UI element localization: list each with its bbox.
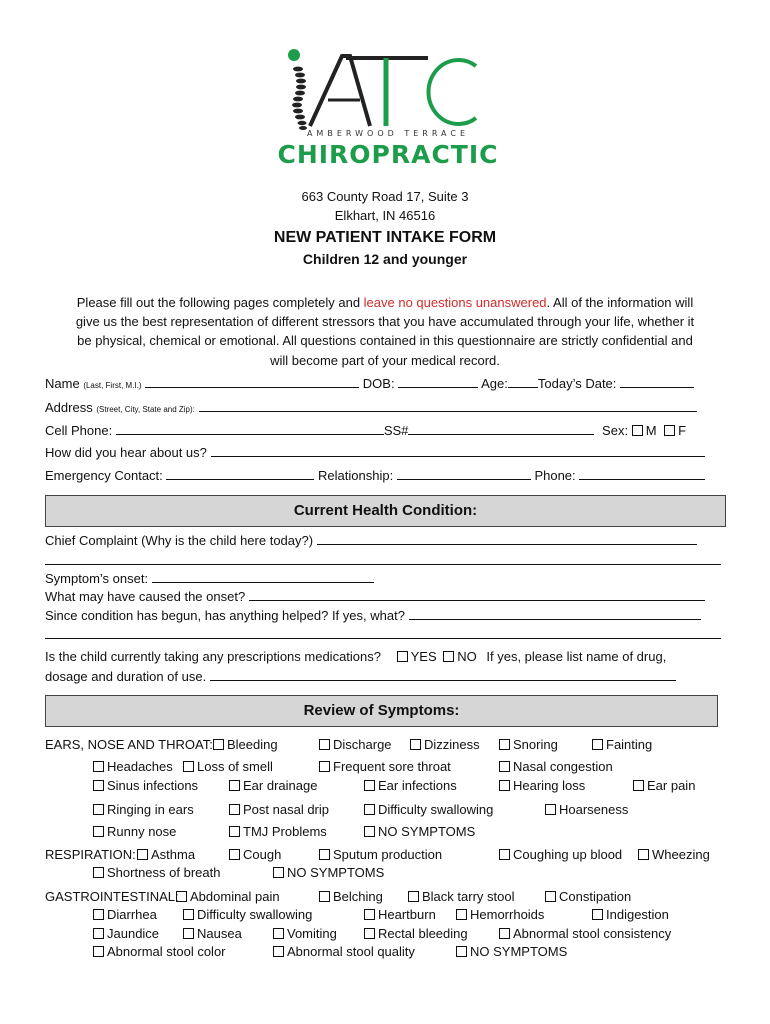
age-label: Age: <box>481 376 508 391</box>
meds-no-checkbox[interactable] <box>443 651 454 662</box>
intro-highlight: leave no questions unanswered <box>363 295 547 310</box>
ent-symptom-option[interactable] <box>499 737 558 752</box>
symptom-checkbox[interactable] <box>408 891 419 902</box>
resp-symptom-option[interactable] <box>137 847 195 862</box>
sex-m-label: M <box>645 423 657 438</box>
symptom-label: Nasal congestion <box>513 759 613 774</box>
sex-f-checkbox[interactable] <box>664 425 675 436</box>
symptom-checkbox[interactable] <box>93 780 104 791</box>
symptom-label: Post nasal drip <box>243 802 329 817</box>
page-title: NEW PATIENT INTAKE FORM <box>273 229 497 246</box>
practice-logo <box>258 44 518 170</box>
symptom-label: Coughing up blood <box>513 847 623 862</box>
gi-symptom-option[interactable] <box>273 926 337 941</box>
cause-field[interactable] <box>249 588 705 601</box>
symptom-checkbox[interactable] <box>499 849 510 860</box>
symptom-checkbox[interactable] <box>93 909 104 920</box>
gi-symptom-option[interactable] <box>183 907 312 922</box>
helped-line2[interactable] <box>45 626 721 639</box>
symptom-label: Hearing loss <box>513 778 586 793</box>
ent-symptom-option[interactable] <box>93 778 198 793</box>
symptom-checkbox[interactable] <box>364 780 375 791</box>
ent-symptom-option[interactable] <box>592 737 652 752</box>
symptom-checkbox[interactable] <box>319 891 330 902</box>
symptom-checkbox[interactable] <box>93 804 104 815</box>
symptom-checkbox[interactable] <box>183 928 194 939</box>
resp-symptom-option[interactable] <box>93 865 220 880</box>
gi-symptom-option[interactable] <box>456 944 567 959</box>
meds-yes-label: YES <box>410 649 437 664</box>
symptom-checkbox[interactable] <box>364 928 375 939</box>
age-field[interactable] <box>508 375 538 388</box>
complaint-label: Chief Complaint (Why is the child here today?) <box>45 533 314 548</box>
name-field[interactable] <box>145 375 359 388</box>
symptom-label: Jaundice <box>107 926 160 941</box>
symptom-checkbox[interactable] <box>229 804 240 815</box>
symptom-label: Nausea <box>197 926 242 941</box>
symptom-label: Snoring <box>513 737 558 752</box>
symptom-checkbox[interactable] <box>176 891 187 902</box>
address-field[interactable] <box>199 399 697 412</box>
symptom-checkbox[interactable] <box>499 928 510 939</box>
symptom-label: Hemorrhoids <box>470 907 545 922</box>
name-row <box>45 375 694 391</box>
symptom-label: Abnormal stool consistency <box>513 926 672 941</box>
symptom-checkbox[interactable] <box>456 909 467 920</box>
meds-yes-checkbox[interactable] <box>397 651 408 662</box>
symptom-checkbox[interactable] <box>273 867 284 878</box>
complaint-line2[interactable] <box>45 552 721 565</box>
symptom-label: Discharge <box>333 737 392 752</box>
symptom-label: TMJ Problems <box>243 824 327 839</box>
ent-symptom-option[interactable] <box>229 824 327 839</box>
symptom-checkbox[interactable] <box>229 780 240 791</box>
symptom-checkbox[interactable] <box>93 946 104 957</box>
symptom-checkbox[interactable] <box>319 739 330 750</box>
symptom-label: Asthma <box>151 847 196 862</box>
symptoms-section-header: Review of Symptoms: <box>45 695 718 727</box>
gi-symptom-option[interactable] <box>183 926 242 941</box>
cause-label: What may have caused the onset? <box>45 589 246 604</box>
symptom-label: Abnormal stool quality <box>287 944 415 959</box>
symptom-checkbox[interactable] <box>183 909 194 920</box>
page-subtitle: Children 12 and younger <box>302 251 468 267</box>
cause-row <box>45 588 705 604</box>
gi-symptom-option[interactable] <box>499 926 671 941</box>
gi-symptom-option[interactable] <box>456 907 544 922</box>
intro-text: Please fill out the following pages completely and <box>76 295 364 310</box>
symptom-label: Ringing in ears <box>107 802 194 817</box>
symptom-label: Ear pain <box>647 778 696 793</box>
symptom-checkbox[interactable] <box>364 804 375 815</box>
sex-f-label: F <box>678 423 687 438</box>
symptom-group-label: RESPIRATION: <box>45 847 136 862</box>
symptom-checkbox[interactable] <box>592 739 603 750</box>
practice-address-line1: 663 County Road 17, Suite 3 <box>301 189 469 204</box>
gi-symptom-option[interactable] <box>364 907 436 922</box>
symptom-label: Diarrhea <box>107 907 157 922</box>
symptom-label: NO SYMPTOMS <box>470 944 568 959</box>
referral-field[interactable] <box>211 444 705 457</box>
symptom-checkbox[interactable] <box>93 826 104 837</box>
intro-line2: give us the best representation of different stressors that you have accumulated through your life, whether it <box>75 314 695 329</box>
symptom-checkbox[interactable] <box>638 849 649 860</box>
ss-label: SS# <box>383 423 409 438</box>
symptom-checkbox[interactable] <box>213 739 224 750</box>
resp-symptom-option[interactable] <box>319 847 442 862</box>
address-hint: (Street, City, State and Zip): <box>96 405 195 414</box>
resp-symptom-option[interactable] <box>273 865 384 880</box>
gi-symptom-option[interactable] <box>93 944 226 959</box>
intro-text-end: . All of the information will <box>546 295 694 310</box>
symptom-checkbox[interactable] <box>93 928 104 939</box>
symptom-label: Frequent sore throat <box>333 759 451 774</box>
symptom-label: Fainting <box>606 737 653 752</box>
gi-symptom-option[interactable] <box>93 926 159 941</box>
symptom-label: Belching <box>333 889 383 904</box>
symptom-label: Dizziness <box>424 737 480 752</box>
today-date-field[interactable] <box>620 375 694 388</box>
emergency-row <box>45 467 705 483</box>
symptom-checkbox[interactable] <box>229 826 240 837</box>
symptom-label: Sinus infections <box>107 778 199 793</box>
symptom-checkbox[interactable] <box>183 761 194 772</box>
relationship-label: Relationship: <box>318 468 394 483</box>
ent-symptom-option[interactable] <box>410 737 480 752</box>
complaint-field[interactable] <box>317 532 697 545</box>
symptom-label: Sputum production <box>333 847 443 862</box>
gi-symptom-option[interactable] <box>273 944 415 959</box>
helped-row <box>45 607 701 623</box>
intro-line3: be physical, chemical or emotional. All questions contained in this questionnaire are strictly confidential and <box>77 333 693 348</box>
symptom-checkbox[interactable] <box>273 928 284 939</box>
symptom-label: Black tarry stool <box>422 889 515 904</box>
health-section-header: Current Health Condition: <box>45 495 726 527</box>
symptom-label: Vomiting <box>287 926 337 941</box>
symptom-label: Hoarseness <box>559 802 629 817</box>
cell-label: Cell Phone: <box>45 423 113 438</box>
symptom-checkbox[interactable] <box>410 739 421 750</box>
meds-line2-label: dosage and duration of use. <box>45 669 207 684</box>
symptom-checkbox[interactable] <box>93 761 104 772</box>
symptom-label: Shortness of breath <box>107 865 221 880</box>
symptom-checkbox[interactable] <box>319 849 330 860</box>
ent-symptom-option[interactable] <box>319 737 392 752</box>
gi-symptom-option[interactable] <box>176 889 280 904</box>
symptom-label: Wheezing <box>652 847 710 862</box>
symptom-checkbox[interactable] <box>273 946 284 957</box>
symptom-label: Ear infections <box>378 778 457 793</box>
ent-symptom-option[interactable] <box>183 759 273 774</box>
symptom-label: Constipation <box>559 889 632 904</box>
ent-symptom-option[interactable] <box>229 778 317 793</box>
relationship-field[interactable] <box>397 467 531 480</box>
symptom-checkbox[interactable] <box>499 739 510 750</box>
ent-symptom-option[interactable] <box>93 759 173 774</box>
cell-phone-field[interactable] <box>116 422 384 435</box>
ent-symptom-option[interactable] <box>545 802 628 817</box>
ent-symptom-option[interactable] <box>499 759 613 774</box>
ent-symptom-option[interactable] <box>499 778 585 793</box>
symptom-label: NO SYMPTOMS <box>378 824 476 839</box>
ss-field[interactable] <box>408 422 594 435</box>
meds-row <box>45 649 666 664</box>
logo-brand: CHIROPRACTIC <box>277 140 499 169</box>
symptom-label: Abdominal pain <box>190 889 280 904</box>
symptom-label: Ear drainage <box>243 778 318 793</box>
logo-tagline: AMBERWOOD TERRACE <box>306 129 470 138</box>
gi-symptom-option[interactable] <box>592 907 669 922</box>
symptom-label: Loss of smell <box>197 759 273 774</box>
sex-m-checkbox[interactable] <box>632 425 643 436</box>
sex-label: Sex: <box>602 423 629 438</box>
helped-label: Since condition has begun, has anything helped? If yes, what? <box>45 608 405 623</box>
gi-symptom-option[interactable] <box>319 889 383 904</box>
symptom-label: Abnormal stool color <box>107 944 226 959</box>
symptom-checkbox[interactable] <box>633 780 644 791</box>
ent-symptom-option[interactable] <box>213 737 278 752</box>
gi-symptom-option[interactable] <box>364 926 468 941</box>
resp-symptom-option[interactable] <box>638 847 710 862</box>
meds-no-label: NO <box>457 649 477 664</box>
symptom-checkbox[interactable] <box>93 867 104 878</box>
symptom-checkbox[interactable] <box>545 804 556 815</box>
symptom-checkbox[interactable] <box>456 946 467 957</box>
today-label: Today’s Date: <box>537 376 617 391</box>
onset-label: Symptom’s onset: <box>45 571 149 586</box>
symptom-label: Rectal bleeding <box>378 926 468 941</box>
symptom-checkbox[interactable] <box>545 891 556 902</box>
intro-line1 <box>0 295 770 310</box>
meds-field[interactable] <box>210 668 676 681</box>
emergency-contact-field[interactable] <box>166 467 314 480</box>
onset-row <box>45 570 374 586</box>
symptom-checkbox[interactable] <box>499 780 510 791</box>
practice-address-line2: Elkhart, IN 46516 <box>334 208 436 223</box>
symptom-checkbox[interactable] <box>364 826 375 837</box>
symptom-group-label: EARS, NOSE AND THROAT: <box>45 737 213 752</box>
meds-label: Is the child currently taking any prescriptions medications? <box>45 649 381 664</box>
symptom-label: Cough <box>243 847 282 862</box>
referral-row <box>45 444 705 460</box>
address-label: Address <box>45 400 93 415</box>
symptom-checkbox[interactable] <box>592 909 603 920</box>
symptom-label: Bleeding <box>227 737 278 752</box>
ent-symptom-option[interactable] <box>93 824 176 839</box>
address-row <box>45 399 697 415</box>
symptom-label: Difficulty swallowing <box>378 802 494 817</box>
symptom-checkbox[interactable] <box>499 761 510 772</box>
dob-label: DOB: <box>362 376 395 391</box>
resp-symptom-option[interactable] <box>499 847 622 862</box>
emergency-label: Emergency Contact: <box>45 468 163 483</box>
symptom-checkbox[interactable] <box>137 849 148 860</box>
meds-row2 <box>45 668 676 684</box>
gi-symptom-option[interactable] <box>93 907 157 922</box>
symptom-label: Runny nose <box>107 824 177 839</box>
symptom-label: Headaches <box>107 759 173 774</box>
emergency-phone-field[interactable] <box>579 467 705 480</box>
helped-field[interactable] <box>409 607 701 620</box>
symptom-label: Heartburn <box>378 907 436 922</box>
phone-label: Phone: <box>534 468 576 483</box>
symptom-label: Indigestion <box>606 907 669 922</box>
symptom-checkbox[interactable] <box>229 849 240 860</box>
symptom-label: Difficulty swallowing <box>197 907 313 922</box>
name-hint: (Last, First, M.I.) <box>83 381 142 390</box>
ent-symptom-option[interactable] <box>364 778 457 793</box>
name-label: Name <box>45 376 80 391</box>
resp-symptom-option[interactable] <box>229 847 281 862</box>
meds-follow-label: If yes, please list name of drug, <box>486 649 667 664</box>
dob-field[interactable] <box>398 375 478 388</box>
ent-symptom-option[interactable] <box>229 802 329 817</box>
ent-symptom-option[interactable] <box>364 802 493 817</box>
gi-symptom-option[interactable] <box>545 889 631 904</box>
referral-label: How did you hear about us? <box>45 445 207 460</box>
ent-symptom-option[interactable] <box>93 802 194 817</box>
cell-row <box>45 422 686 438</box>
symptom-checkbox[interactable] <box>364 909 375 920</box>
ent-symptom-option[interactable] <box>364 824 475 839</box>
symptom-label: NO SYMPTOMS <box>287 865 385 880</box>
symptom-group-label: GASTROINTESTINAL: <box>45 889 179 904</box>
intro-line4: will become part of your medical record. <box>270 353 500 368</box>
ent-symptom-option[interactable] <box>319 759 451 774</box>
onset-field[interactable] <box>152 570 374 583</box>
complaint-row <box>45 532 697 548</box>
symptom-checkbox[interactable] <box>319 761 330 772</box>
gi-symptom-option[interactable] <box>408 889 514 904</box>
ent-symptom-option[interactable] <box>633 778 695 793</box>
